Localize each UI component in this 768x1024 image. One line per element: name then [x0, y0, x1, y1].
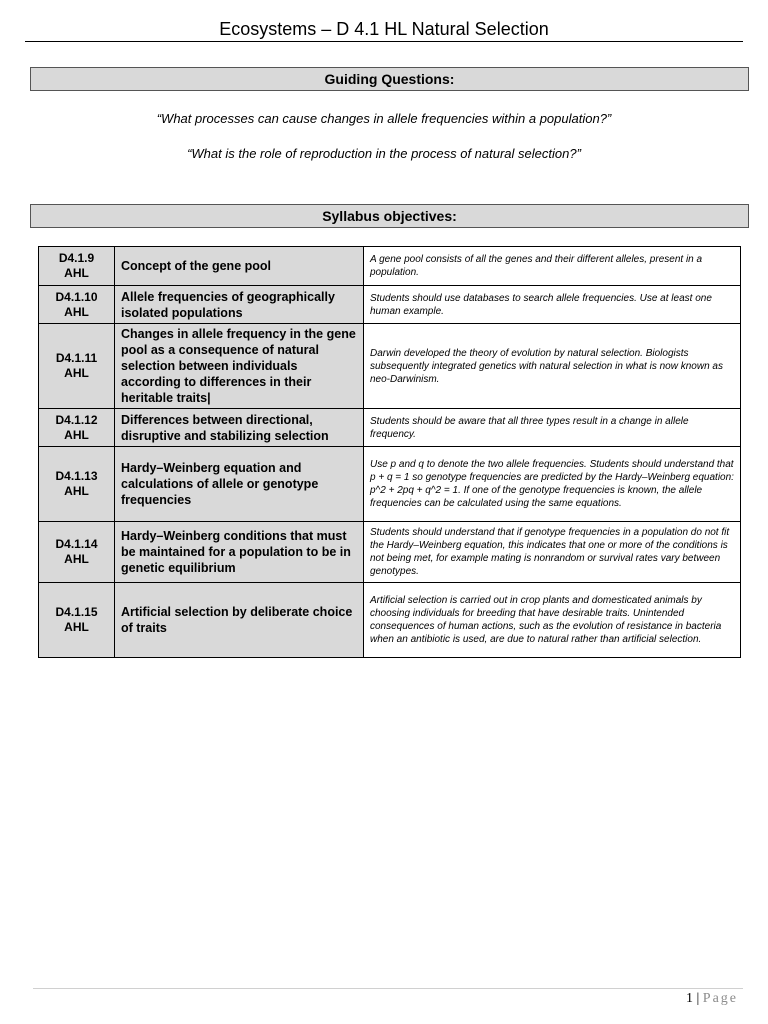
objective-code-cell [39, 286, 115, 324]
objective-code: D4.1.14 [55, 537, 98, 551]
table-row [39, 522, 741, 583]
objective-level: AHL [64, 366, 89, 380]
guiding-question-2: “What is the role of reproduction in the process of natural selection?” [187, 146, 581, 161]
objective-level: AHL [64, 552, 89, 566]
objective-guidance: A gene pool consists of all the genes and their different alleles, present in a population. [364, 247, 741, 286]
page-number: 1 [685, 991, 693, 1006]
table-row [39, 583, 741, 658]
objective-topic: Hardy–Weinberg conditions that must be maintained for a population to be in genetic equilibrium [115, 522, 364, 583]
objective-level: AHL [64, 427, 89, 442]
syllabus-objectives-heading: Syllabus objectives: [30, 204, 749, 228]
syllabus-objectives-table [38, 246, 741, 658]
footer-rule [33, 988, 743, 989]
page-footer [686, 990, 738, 1008]
objective-code: D4.1.9 [58, 251, 95, 265]
table-row [39, 324, 741, 409]
objective-code-cell [39, 583, 115, 658]
objective-code: D4.1.12 [55, 412, 98, 427]
table-row [39, 447, 741, 522]
objective-topic: Hardy–Weinberg equation and calculations of allele or genotype frequencies [115, 447, 364, 522]
objective-code: D4.1.11 [55, 351, 98, 365]
objective-topic: Concept of the gene pool [115, 247, 364, 286]
objective-code-cell [39, 409, 115, 447]
guiding-questions-heading: Guiding Questions: [30, 67, 749, 91]
objective-guidance: Artificial selection is carried out in crop plants and domesticated animals by choosing individuals for breeding that have desirable traits. Unintended consequences of human actions, such as the evolution of resistance in bacteria when an antibiotic is used, are due to natural rather than artificial selection. [364, 583, 741, 658]
page-separator: | [696, 991, 700, 1006]
objective-code-cell [39, 247, 115, 286]
objective-code: D4.1.15 [55, 605, 98, 619]
objective-topic: Differences between directional, disruptive and stabilizing selection [115, 409, 364, 447]
objective-topic: Artificial selection by deliberate choice of traits [115, 583, 364, 658]
objective-guidance: Students should be aware that all three types result in a change in allele frequency. [364, 409, 741, 447]
page-label: Page [702, 991, 738, 1006]
objective-guidance: Use p and q to denote the two allele frequencies. Students should understand that p + q = 1 so genotype frequencies are predicted by the Hardy–Weinberg equation: p^2 + 2pq + q^2 = 1. If one of the genotype frequencies is known, the allele frequencies can be calculated using the same equations. [364, 447, 741, 522]
objective-topic: Changes in allele frequency in the gene pool as a consequence of natural selection between individuals according to differences in their heritable traits| [115, 324, 364, 409]
objective-code: D4.1.13 [55, 469, 98, 483]
table-row [39, 286, 741, 324]
document-title: Ecosystems – D 4.1 HL Natural Selection [219, 19, 549, 39]
objective-level: AHL [64, 484, 89, 498]
objective-level: AHL [64, 304, 89, 319]
objective-guidance: Students should use databases to search allele frequencies. Use at least one human example. [364, 286, 741, 324]
objective-guidance: Students should understand that if genotype frequencies in a population do not fit the Hardy–Weinberg equation, this indicates that one or more of the conditions is not being met, for example mating is nonrandom or survival rates vary between genotypes. [364, 522, 741, 583]
title-underline [25, 41, 743, 42]
objective-code-cell [39, 324, 115, 409]
objective-code-cell [39, 522, 115, 583]
objective-level: AHL [64, 620, 89, 634]
objective-code: D4.1.10 [55, 289, 98, 304]
objective-level: AHL [64, 266, 89, 280]
table-row [39, 247, 741, 286]
objective-topic: Allele frequencies of geographically isolated populations [115, 286, 364, 324]
objective-guidance: Darwin developed the theory of evolution by natural selection. Biologists subsequently integrated genetics with natural selection in what is now known as neo-Darwinism. [364, 324, 741, 409]
objective-code-cell [39, 447, 115, 522]
table-row [39, 409, 741, 447]
guiding-question-1: “What processes can cause changes in allele frequencies within a population?” [156, 111, 612, 126]
